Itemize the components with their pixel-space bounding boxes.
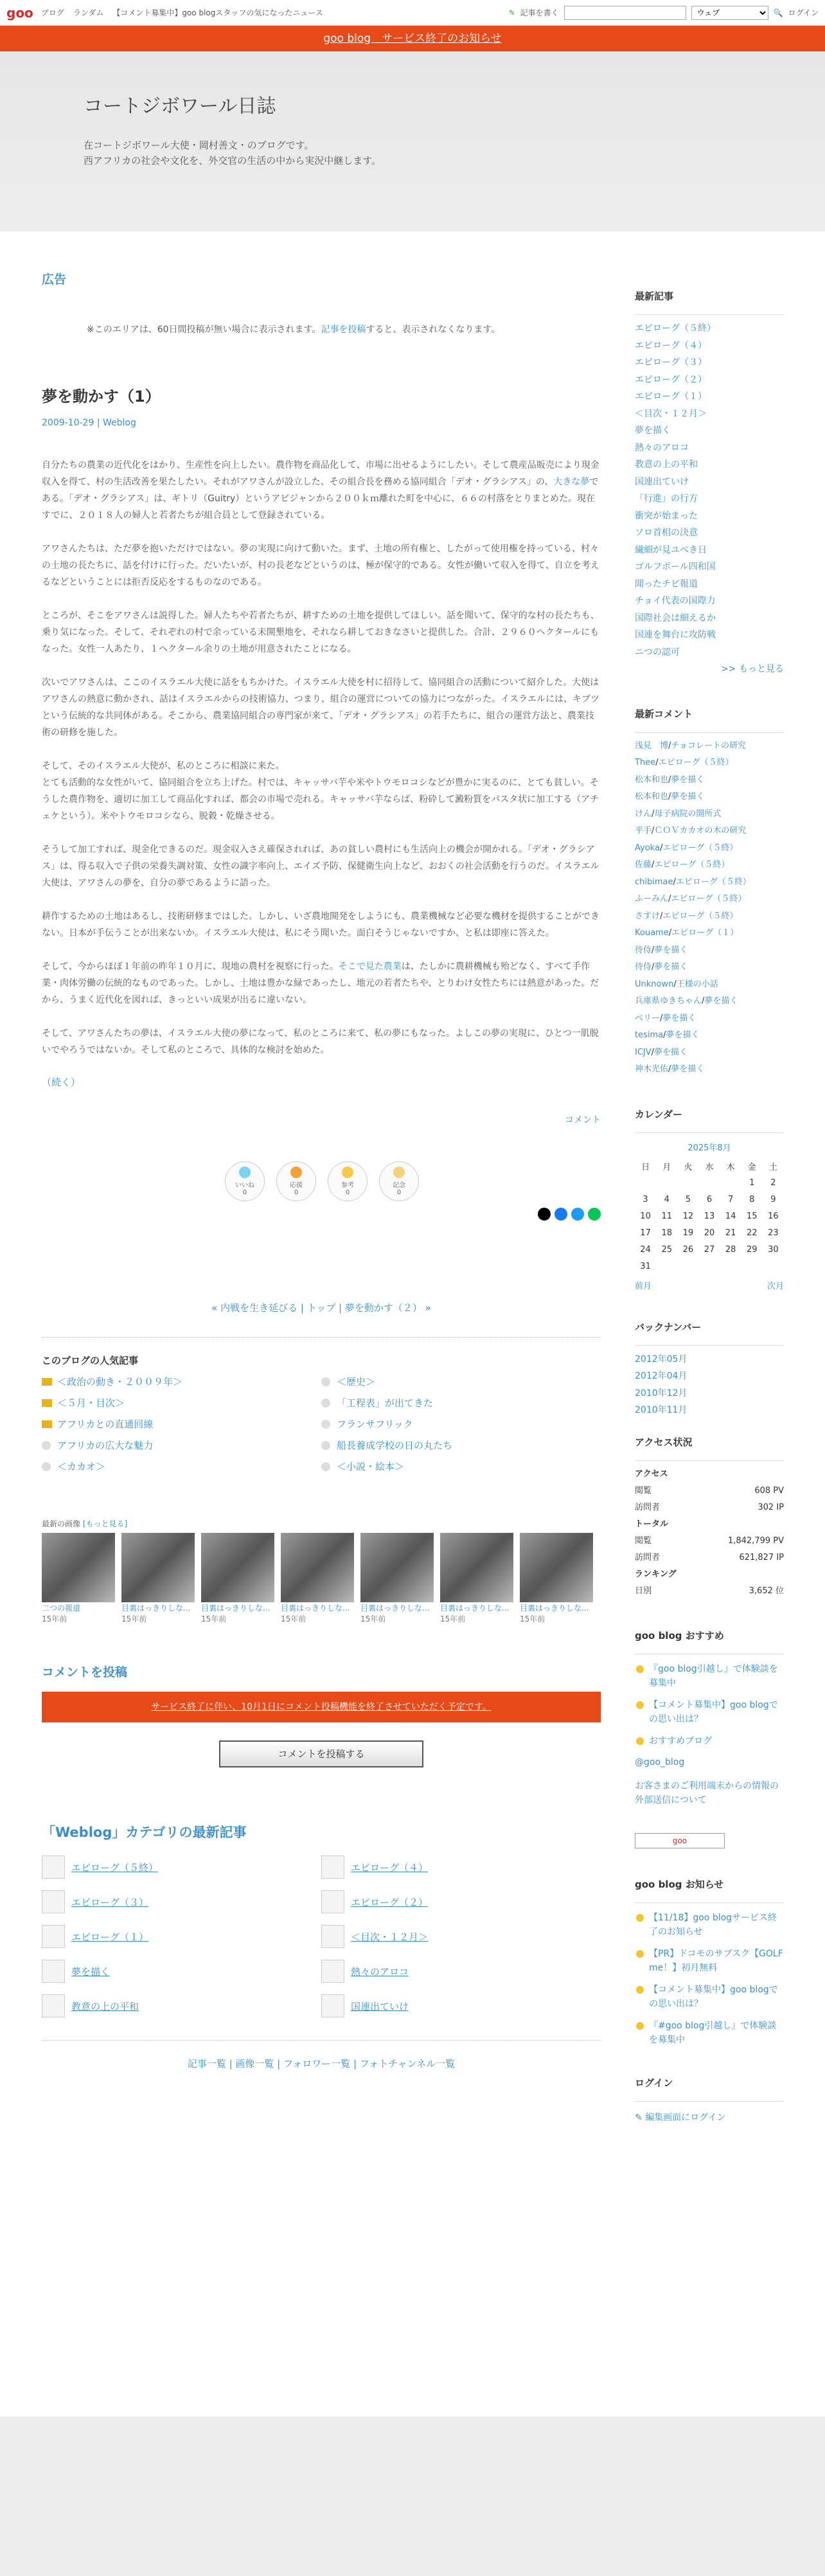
comment-item[interactable]: chibimae/エピローグ（５終）	[635, 877, 751, 887]
comment-item[interactable]: Kouame/エピローグ（１）	[635, 928, 739, 938]
access-heading: アクセス状況	[635, 1435, 784, 1461]
crown-icon	[42, 1378, 52, 1386]
notice-item[interactable]: 【PR】ドコモのサブスク【GOLF me！】初月無料	[635, 1947, 784, 1975]
ad-text-b: すると、表示されなくなります。	[366, 325, 501, 335]
image-thumb[interactable]: 目裏はっきりしな... 15年前	[121, 1533, 195, 1624]
comment-link[interactable]: コメント	[565, 1115, 601, 1125]
comment-item[interactable]: けん/母子病院の開所式	[635, 809, 722, 819]
notices-list	[635, 1911, 784, 2047]
thumb-image[interactable]	[121, 1533, 195, 1602]
calendar-month: 2025年8月	[688, 1143, 731, 1153]
line-share-icon[interactable]	[588, 1208, 601, 1221]
comment-post-heading: コメントを投稿	[42, 1665, 128, 1679]
category-item[interactable]: ＜目次・１２月＞	[321, 1925, 601, 1948]
reference-icon	[342, 1167, 353, 1178]
image-row	[42, 1533, 601, 1624]
thumb-image[interactable]	[201, 1533, 274, 1602]
comment-item[interactable]: 松本和也/夢を描く	[635, 792, 705, 801]
popular-item[interactable]: フランサフリック	[321, 1417, 601, 1431]
calendar-table: 日 月 火 水 木 金 土 1 2 3 4 5 6 7 8 9 10 11 12 13 14 15 16 17 18 19 20 21 22 23 24 25 26 27 28 29 30 31	[640, 1163, 779, 1271]
image-thumb[interactable]: 二つの報道 15年前	[42, 1533, 115, 1624]
comments-heading: 最新コメント	[635, 707, 784, 733]
comment-item[interactable]: 待侍/夢を描く	[635, 945, 688, 955]
recent-item[interactable]: ソロ首相の決意	[635, 528, 698, 538]
popular-item[interactable]: ＜歴史＞	[321, 1375, 601, 1388]
comment-item[interactable]: 佐藤/エピローグ（５終）	[635, 860, 730, 870]
popular-item[interactable]: アフリカの広大な魅力	[42, 1438, 321, 1452]
comment-item[interactable]: ふーみん/エピローグ（５終）	[635, 894, 747, 904]
like-icon	[239, 1167, 251, 1178]
blog-desc-2: 西アフリカの社会や文化を、外交官の生活の中から実況中継します。	[84, 155, 382, 166]
document-icon	[42, 1856, 65, 1879]
recent-item[interactable]: 「行進」の行方	[635, 494, 698, 504]
notice-item[interactable]: 『#goo blog引越し』で体験談を募集中	[635, 2019, 784, 2047]
recent-item[interactable]: 国連を舞台に攻防戦	[635, 630, 716, 640]
comment-item[interactable]: さすけ/エピローグ（５終）	[635, 911, 738, 921]
backnumber-item[interactable]: 2012年05月	[635, 1354, 688, 1364]
document-icon	[321, 1994, 344, 2017]
recent-item[interactable]: 国連出ていけ	[635, 476, 689, 487]
entry-meta: 2009-10-29 | Weblog	[42, 418, 136, 428]
comment-end-notice[interactable]: サービス終了に伴い、10月1日にコメント投稿機能を終了させていただく予定です。	[42, 1692, 601, 1722]
paragraph: 次いでアワさんは、ここのイスラエル大使に話をもちかけた。イスラエル大使を村に招待して、協同組合の活動について紹介した。大使はアワさんの熱意に動かされ、話はイスラエルからの技術協力、つまり、組合の運営についての協力につながった。イスラエルには、キブツという伝統的な共同体がある。そこから、農業協同組合の専門家が来て、「デオ・グラシアス」の若手たちに、組合の運営方法と、農業技術の研修を施した。	[42, 677, 599, 738]
reaction-memo-button[interactable]: 記念 0	[379, 1161, 419, 1201]
document-icon	[42, 1994, 65, 2017]
comment-item[interactable]: 兵庫県ゆきちゃん/夢を描く	[635, 996, 738, 1006]
comment-item[interactable]: ICJV/夢を描く	[635, 1047, 688, 1057]
share-icons	[42, 1208, 601, 1221]
access-row: 訪問者 302 IP	[635, 1502, 784, 1512]
recent-item[interactable]: ＜目次・１２月＞	[635, 408, 707, 419]
category-item[interactable]: エピローグ（５終）	[42, 1856, 321, 1879]
crown-icon	[42, 1420, 52, 1428]
comment-list	[635, 738, 784, 1078]
crown-icon	[42, 1399, 52, 1407]
dot-icon	[321, 1399, 330, 1408]
dot-icon	[42, 1441, 51, 1450]
access-row: 閲覧 608 PV	[635, 1485, 784, 1496]
thumb-image[interactable]	[281, 1533, 354, 1602]
notices-heading: goo blog お知らせ	[635, 1877, 784, 1903]
dot-icon	[321, 1420, 330, 1429]
category-item[interactable]: エピローグ（１）	[42, 1925, 321, 1948]
paragraph: ところが、そこをアワさんは説得した。婦人たちや若者たちが、耕すための土地を提供してほしい。話を聞いて、保守的な村の長たちも、乗り気になった。そして、それぞれの村で余っている未開墾地を、それなら耕しておきなさいと提供した。合計、２９６０ヘクタールにもなった。女性一人あたり、１ヘクタール余りの土地が用意されたことになる。	[42, 611, 599, 654]
recent-item[interactable]: ゴルフボール四和国	[635, 562, 716, 572]
popular-item[interactable]: 「工程表」が出てきた	[321, 1396, 601, 1409]
nav-blog[interactable]: ブログ	[40, 8, 64, 17]
reaction-like-button[interactable]: いいね 0	[225, 1161, 265, 1201]
prev-month-link[interactable]: 前月	[635, 1281, 652, 1291]
paragraph: そして、今からほぼ１年前の昨年１０月に、現地の農村を視察に行った。そこで見た農業は、たしかに農耕機械も殆どなく、すべて手作業・肉体労働の伝統的なものであった。しかし、土地は豊かな緑であったし、地元の若者たちや、とりわけ女性たちには熱意があった。だから、うまく近代化を図れば、きっといい成果が出るに違いない。	[42, 962, 599, 1005]
thumb-image[interactable]	[520, 1533, 593, 1602]
comment-item[interactable]: 松本和也/夢を描く	[635, 774, 705, 785]
document-icon	[321, 1890, 344, 1913]
comment-item[interactable]: 平手/ＣＯＶカカオの木の研究	[635, 826, 747, 836]
inline-link[interactable]: そこで見た農業	[338, 962, 402, 972]
comment-item[interactable]: Unknown/王様の小話	[635, 979, 718, 989]
category-heading: 「Weblog」カテゴリの最新記事	[42, 1825, 247, 1840]
backnumber-heading: バックナンバー	[635, 1320, 784, 1346]
sidebar	[635, 231, 784, 2124]
bottom-links[interactable]: 記事一覧 | 画像一覧 | フォロワー一覧 | フォトチャンネル一覧	[187, 2058, 456, 2070]
paragraph: そして、そのイスラエル大使が、私のところに相談に来た。 とても活動的な女性がいて、協同組合を立ち上げた。村では、キャッサバ芋や米やトウモロコシなどが豊かに実るのに、とても貧しい。そうした農作物を、適切に加工して商品化すれば、都会の市場で売れる。キャッサバ芋ならば、粉砕して澱粉質をパスタ状に加工する（アチェケという）。米やトウモロコシなら、脱穀・乾燥させる。	[42, 761, 599, 821]
recommend-heading: goo blog おすすめ	[635, 1629, 784, 1654]
next-month-link[interactable]: 次月	[767, 1281, 784, 1291]
category-item[interactable]: 国連出ていけ	[321, 1994, 601, 2017]
recent-item[interactable]: エピローグ（５終）	[635, 323, 716, 334]
paragraph: 自分たちの農業の近代化をはかり、生産性を向上したい。農作物を商品化して、市場に出せるようにしたい。そして農産品販売により現金収入を得て、村の生活改善を果たしたい。それがアワさんが設立した、その組合長を務める協同組合「デオ・グラシアス」の、大きな夢である。「デオ・グラシアス」は、ギトリ（Guitry）というアビジャンから２００ｋｍ離れた町を中心に、６６の村落をとりまとめた。現在すでに、２０１８人の婦人と若者たちが組合員として登録されている。	[42, 460, 599, 521]
backnumber-list	[635, 1351, 784, 1415]
facebook-share-icon[interactable]	[554, 1208, 567, 1221]
category-list	[42, 1856, 601, 2017]
reaction-cheer-button[interactable]: 応援 0	[276, 1161, 316, 1201]
blog-title[interactable]: コートジボワール日誌	[84, 95, 276, 118]
paragraph: アワさんたちは、ただ夢を抱いただけではない。夢の実現に向けて動いた。まず、土地の所有権と、したがって使用権を持っている、村々の土地の長たちに、話を付けに行った。だいたいが、村の長老などというのは、極が保守的である。女性が働いて収入を得て、自立を考えるなどということには拒否反応をするものなのである。	[42, 544, 599, 587]
pager[interactable]: « 内戦を生き延びる | トップ | 夢を動かす（２） »	[211, 1302, 431, 1314]
external-info-link[interactable]: お客さまのご利用端末からの情報の外部送信について	[635, 1780, 779, 1805]
hatena-share-icon[interactable]	[571, 1208, 584, 1221]
comment-item[interactable]: Thee/エピローグ（５終）	[635, 758, 734, 767]
login-link[interactable]: ログイン	[788, 8, 819, 17]
pencil-icon: ✎	[508, 8, 515, 17]
entry-category-link[interactable]: Weblog	[103, 418, 136, 428]
cheer-icon	[290, 1167, 302, 1178]
thumb-caption[interactable]: 目裏はっきりしな...	[281, 1604, 350, 1613]
recent-item[interactable]: 国際社会は細えるか	[635, 613, 716, 623]
document-icon	[42, 1960, 65, 1983]
document-icon	[42, 1890, 65, 1913]
recommend-item[interactable]: 『goo blog引越し』で体験談を募集中	[635, 1662, 784, 1690]
content-wrap	[0, 231, 825, 2417]
comment-item[interactable]: 待侍/夢を描く	[635, 962, 688, 972]
search-icon[interactable]: 🔍	[773, 8, 783, 17]
notice-item[interactable]: 【コメント募集中】goo blogでの思い出は？	[635, 1983, 784, 2011]
recommend-item[interactable]: 【コメント募集中】goo blogでの思い出は？	[635, 1698, 784, 1726]
recent-list	[635, 320, 784, 678]
recent-item[interactable]: ニつの認可	[635, 647, 680, 657]
thumb-caption[interactable]: 目裏はっきりしな...	[440, 1604, 510, 1613]
recent-item[interactable]: エピローグ（１）	[635, 391, 707, 402]
popular-item[interactable]: ＜政治の動き・２００９年＞	[42, 1375, 321, 1388]
recent-item[interactable]: 聞ったチビ報道	[635, 578, 698, 589]
ad-heading: 広告	[42, 273, 67, 287]
blog-header	[0, 51, 825, 231]
goo-logo[interactable]: goo	[6, 4, 33, 21]
access-stats	[635, 1466, 784, 1600]
ranking-label: ランキング	[635, 1569, 677, 1579]
access-row: 訪問者 621,827 IP	[635, 1552, 784, 1562]
popular-list	[42, 1375, 601, 1473]
category-item[interactable]: エピローグ（４）	[321, 1856, 601, 1879]
category-item[interactable]: 教意の上の平和	[42, 1994, 321, 2017]
category-item[interactable]: エピローグ（３）	[42, 1890, 321, 1913]
image-thumb[interactable]: 目裏はっきりしな... 15年前	[281, 1533, 354, 1624]
x-account-link[interactable]: @goo_blog	[635, 1757, 685, 1767]
recent-item[interactable]: 熱々のアロコ	[635, 442, 689, 453]
comment-item[interactable]: 浅見 博/チョコレートの研究	[635, 740, 747, 751]
dot-icon	[321, 1441, 330, 1450]
dot-icon	[42, 1462, 51, 1471]
document-icon	[321, 1856, 344, 1879]
recent-heading: 最新記事	[635, 289, 784, 315]
category-item[interactable]: 夢を描く	[42, 1960, 321, 1983]
images-heading: 最新の画像 [もっと見る]	[42, 1519, 128, 1528]
popular-item[interactable]: ＜５月・目次＞	[42, 1396, 321, 1409]
comment-item[interactable]: 神木光佑/夢を描く	[635, 1064, 705, 1074]
popular-item[interactable]: ＜小説・絵本＞	[321, 1460, 601, 1473]
recent-more-link[interactable]: >> もっと見る	[721, 664, 784, 674]
access-row: 日別 3,652 位	[635, 1586, 784, 1596]
category-item[interactable]: エピローグ（２）	[321, 1890, 601, 1913]
backnumber-item[interactable]: 2012年04月	[635, 1371, 688, 1381]
page-footer	[0, 2417, 825, 2576]
login-heading: ログイン	[635, 2076, 784, 2102]
comment-item[interactable]: ベリー/夢を描く	[635, 1013, 696, 1023]
reaction-ref-button[interactable]: 参考 0	[328, 1161, 368, 1201]
notice-item[interactable]: 【11/18】goo blogサービス終了のお知らせ	[635, 1911, 784, 1939]
divider	[42, 2040, 601, 2041]
notice-text[interactable]: goo blog サービス終了のお知らせ	[323, 32, 502, 45]
document-icon	[321, 1960, 344, 1983]
recent-item[interactable]: 教意の上の平和	[635, 460, 698, 470]
edit-login-link[interactable]: ✎ 編集画面にログイン	[635, 2112, 726, 2123]
entry-date: 2009-10-29	[42, 418, 94, 428]
dot-icon	[321, 1377, 330, 1386]
image-thumb[interactable]: 目裏はっきりしな... 15年前	[520, 1533, 593, 1624]
thumb-image[interactable]	[42, 1533, 115, 1602]
recent-item[interactable]: チョイ代表の国際力	[635, 596, 716, 606]
thumb-caption[interactable]: 目裏はっきりしな...	[201, 1604, 271, 1613]
recent-item[interactable]: 衝突が始まった	[635, 510, 698, 521]
memorial-icon	[393, 1167, 405, 1178]
search-scope-select[interactable]	[691, 6, 768, 20]
popular-item[interactable]: 船長養成学校の日の丸たち	[321, 1438, 601, 1452]
paragraph: そうして加工すれば、現金化できるのだ。現金収入さえ確保されれば、あの貧しい農村にも生活向上の機会が開かれる。「デオ・グラシアス」は、得る収入で子供の栄養失調対策、女性の識字率向上、エイズ予防、保健衛生向上など、おおくの社会活動を行うのだ。イスラエル大使は、アワさんの夢を、自分の夢であるように語った。	[42, 845, 599, 888]
goo-blog-badge[interactable]: goo	[635, 1833, 725, 1848]
recent-item[interactable]: エピローグ（２）	[635, 374, 707, 385]
inline-link[interactable]: 大きな夢	[553, 477, 590, 487]
write-post-link[interactable]: 記事を書く	[520, 8, 559, 17]
document-icon	[42, 1925, 65, 1948]
backnumber-item[interactable]: 2010年11月	[635, 1405, 688, 1415]
recommend-item[interactable]: おすすめブログ	[635, 1734, 784, 1748]
ad-post-link[interactable]: 記事を投稿	[321, 325, 366, 335]
dot-icon	[321, 1462, 330, 1471]
thumb-caption[interactable]: 二つの報道	[42, 1604, 81, 1613]
image-thumb[interactable]: 目裏はっきりしな... 15年前	[360, 1533, 434, 1624]
entry-body	[42, 457, 601, 1059]
popular-heading: このブログの人気記事	[42, 1355, 139, 1366]
top-right-tools	[509, 6, 819, 20]
main-column	[42, 231, 601, 2070]
thumb-image[interactable]	[360, 1533, 434, 1602]
thumb-caption[interactable]: 目裏はっきりしな...	[520, 1604, 589, 1613]
pencil-icon: ✎	[635, 2112, 646, 2123]
recent-item[interactable]: 繊細が見ユべき日	[635, 544, 707, 555]
popular-item[interactable]: ＜カカオ＞	[42, 1460, 321, 1473]
paragraph: そして、アワさんたちの夢は、イスラエル大使の夢になって、私のところに来て、私の夢にもなった。よしこの夢の実現に、ひとつ一肌脱いでやろうではないか。そして私のところで、具体的な検討を始めた。	[42, 1028, 599, 1055]
continued-label: （続く）	[42, 1077, 81, 1088]
nav-news[interactable]: 【コメント募集中】goo blogスタッフの気になったニュース	[112, 8, 323, 17]
thumb-caption[interactable]: 目裏はっきりしな...	[360, 1604, 430, 1613]
category-item[interactable]: 熱々のアロコ	[321, 1960, 601, 1983]
comment-item[interactable]: tesima/夢を描く	[635, 1030, 700, 1040]
recent-item[interactable]: エピローグ（３）	[635, 357, 707, 368]
calendar-nav	[635, 1279, 784, 1291]
paragraph: 耕作するための土地はあるし、技術研修まではした。しかし、いざ農地開発をしようにも、農業機械など必要な機材を提供することができない。日本が手伝うことが出来ないか。イスラエル大使は、私にそう聞いた。面白そうじゃないですか、と私は即座に答えた。	[42, 911, 599, 938]
calendar-heading: カレンダー	[635, 1107, 784, 1133]
popular-item[interactable]: アフリカとの直通回線	[42, 1417, 321, 1431]
nav-random[interactable]: ランダム	[73, 8, 104, 17]
recent-item[interactable]: 夢を描く	[635, 425, 671, 436]
image-thumb[interactable]: 目裏はっきりしな... 15年前	[201, 1533, 274, 1624]
ad-text	[87, 323, 601, 335]
x-share-icon[interactable]	[538, 1208, 551, 1221]
reaction-buttons	[225, 1161, 601, 1201]
search-input[interactable]	[564, 6, 686, 20]
backnumber-item[interactable]: 2010年12月	[635, 1388, 688, 1399]
service-end-notice[interactable]	[0, 26, 825, 51]
document-icon	[321, 1925, 344, 1948]
images-more-link[interactable]: [もっと見る]	[82, 1519, 128, 1528]
thumb-caption[interactable]: 目裏はっきりしな...	[121, 1604, 191, 1613]
post-comment-button[interactable]: コメントを投稿する	[219, 1740, 423, 1767]
ad-text-a: ※このエリアは、60日間投稿が無い場合に表示されます。	[87, 325, 321, 335]
comment-item[interactable]: Ayoka/エピローグ（５終）	[635, 843, 738, 853]
image-thumb[interactable]: 目裏はっきりしな... 15年前	[440, 1533, 513, 1624]
total-label: トータル	[635, 1519, 669, 1529]
blog-desc-1: 在コートジボワール大使・岡村善文・のブログです。	[84, 139, 314, 151]
recent-item[interactable]: エピローグ（４）	[635, 340, 707, 351]
recommend-list	[635, 1662, 784, 1748]
access-row: 閲覧 1,842,799 PV	[635, 1535, 784, 1546]
entry-title[interactable]: 夢を動かす（1）	[42, 388, 161, 406]
access-label: アクセス	[635, 1469, 668, 1479]
top-bar	[0, 0, 825, 26]
thumb-image[interactable]	[440, 1533, 513, 1602]
